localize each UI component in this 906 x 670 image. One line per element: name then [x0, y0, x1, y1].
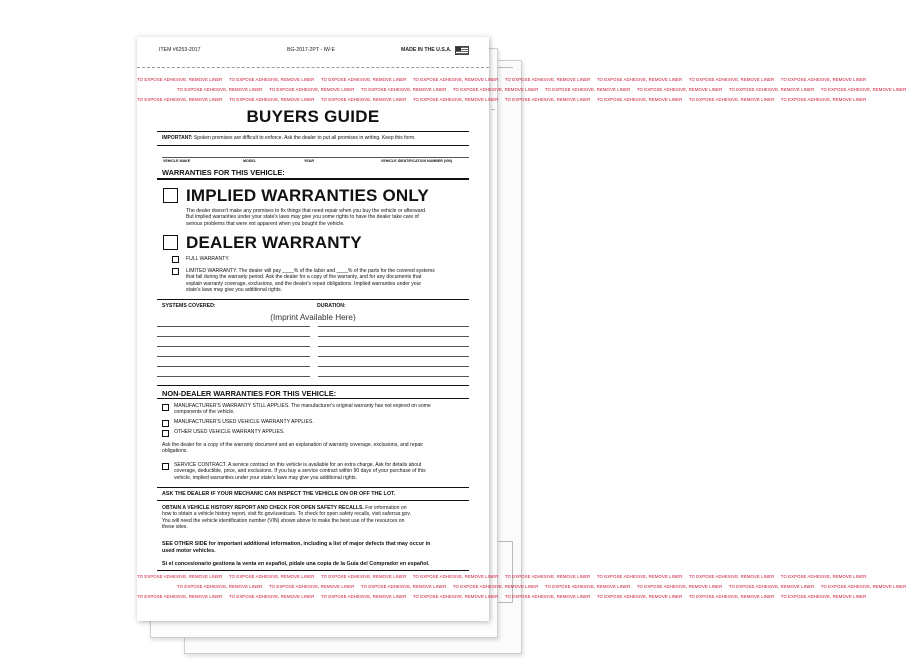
- divider: [157, 131, 469, 132]
- important-label: IMPORTANT:: [162, 135, 193, 141]
- full-warranty-label: FULL WARRANTY.: [186, 256, 230, 262]
- divider: [157, 500, 469, 501]
- mechanic-notice: ASK THE DEALER IF YOUR MECHANIC CAN INSPECT THE VEHICLE ON OR OFF THE LOT.: [162, 491, 396, 497]
- see-other-side: [162, 541, 472, 554]
- divider: [157, 385, 469, 386]
- vehicle-fields-line: [162, 157, 469, 158]
- page-title: BUYERS GUIDE: [246, 107, 380, 126]
- implied-warranty-title: IMPLIED WARRANTIES ONLY: [186, 186, 429, 205]
- other-side-line: SEE OTHER SIDE for important additional information, including a list of major defects that may occur in: [162, 541, 431, 547]
- liner-strip-4: TO EXPOSE ADHESIVE, REMOVE LINER TO EXPOSE ADHESIVE, REMOVE LINER TO EXPOSE ADHESIVE, REMOVE LINER TO EXPOSE ADHESIVE, REMOVE LINER TO EXPOSE ADHESIVE, REMOVE LINER TO EXPOSE ADHESIVE, REMOVE LINER TO EXPOSE ADHESIVE, REMOVE LINER TO EXPOSE ADHESIVE, REMOVE LINER: [137, 574, 867, 579]
- important-text: Spoken promises are difficult to enforce. Ask the dealer to put all promises in writing. Keep this form.: [193, 135, 416, 141]
- liner-strip-5: TO EXPOSE ADHESIVE, REMOVE LINER TO EXPOSE ADHESIVE, REMOVE LINER TO EXPOSE ADHESIVE, REMOVE LINER TO EXPOSE ADHESIVE, REMOVE LINER TO EXPOSE ADHESIVE, REMOVE LINER TO EXPOSE ADHESIVE, REMOVE LINER TO EXPOSE ADHESIVE, REMOVE LINER TO EXPOSE ADHESIVE, REMOVE LINER: [177, 584, 906, 589]
- other-used-checkbox[interactable]: [162, 430, 169, 437]
- systems-line[interactable]: [157, 366, 310, 367]
- divider: [157, 145, 469, 146]
- liner-strip-2: TO EXPOSE ADHESIVE, REMOVE LINER TO EXPOSE ADHESIVE, REMOVE LINER TO EXPOSE ADHESIVE, REMOVE LINER TO EXPOSE ADHESIVE, REMOVE LINER TO EXPOSE ADHESIVE, REMOVE LINER TO EXPOSE ADHESIVE, REMOVE LINER TO EXPOSE ADHESIVE, REMOVE LINER TO EXPOSE ADHESIVE, REMOVE LINER: [177, 87, 906, 92]
- model-label: MODEL: [243, 159, 256, 163]
- implied-line: The dealer doesn't make any promises to fix things that need repair when you buy the vehicle or afterward.: [186, 208, 427, 214]
- year-label: YEAR: [304, 159, 314, 163]
- non-dealer-line: components of the vehicle.: [174, 409, 235, 416]
- warranties-heading: WARRANTIES FOR THIS VEHICLE:: [162, 168, 285, 177]
- other-used-label: OTHER USED VEHICLE WARRANTY APPLIES.: [174, 429, 285, 435]
- ask-line: Ask the dealer for a copy of the warranty document and an explanation of warranty coverage, exclusions, and repair: [162, 442, 424, 448]
- perforation-line: [137, 67, 489, 68]
- liner-strip-1: TO EXPOSE ADHESIVE, REMOVE LINER TO EXPOSE ADHESIVE, REMOVE LINER TO EXPOSE ADHESIVE, REMOVE LINER TO EXPOSE ADHESIVE, REMOVE LINER TO EXPOSE ADHESIVE, REMOVE LINER TO EXPOSE ADHESIVE, REMOVE LINER TO EXPOSE ADHESIVE, REMOVE LINER TO EXPOSE ADHESIVE, REMOVE LINER: [137, 77, 867, 82]
- divider: [157, 178, 469, 180]
- divider: [157, 487, 469, 488]
- item-number: ITEM #6253-2017: [159, 47, 201, 53]
- spanish-notice: Si el concesionario gestiona la venta en español, pídale una copia de la Guía del Comprador en español.: [162, 561, 430, 567]
- systems-line[interactable]: [157, 346, 310, 347]
- manufacturer-used-checkbox[interactable]: [162, 420, 169, 427]
- duration-line[interactable]: [318, 376, 469, 377]
- form-code: BG-2017-2PT - IW-E: [287, 47, 335, 53]
- service-contract-text: [174, 462, 474, 481]
- systems-line[interactable]: [157, 356, 310, 357]
- imprint-placeholder: (Imprint Available Here): [270, 313, 356, 322]
- service-line: coverage, deductible, price, and exclusions. If you buy a service contract within 90 days of your purchase of this: [174, 468, 426, 475]
- history-line: these sites.: [162, 523, 188, 530]
- duration-line[interactable]: [318, 366, 469, 367]
- divider: [157, 570, 469, 571]
- divider: [157, 398, 469, 399]
- duration-label: DURATION:: [317, 303, 346, 309]
- manufacturer-used-label: MANUFACTURER'S USED VEHICLE WARRANTY APPLIES.: [174, 419, 314, 425]
- buyers-guide-form: [137, 37, 906, 621]
- made-in-usa: MADE IN THE U.S.A.: [401, 47, 452, 53]
- duration-line[interactable]: [318, 326, 469, 327]
- limited-line: LIMITED WARRANTY. The dealer will pay ____% of the labor and ____% of the parts for the covered systems: [186, 268, 435, 274]
- non-dealer-heading: NON-DEALER WARRANTIES FOR THIS VEHICLE:: [162, 389, 337, 398]
- important-notice: [162, 135, 472, 141]
- history-rest: For information on: [365, 505, 407, 511]
- non-dealer-line: MANUFACTURER'S WARRANTY STILL APPLIES. The manufacturer's original warranty has not expired on some: [174, 403, 431, 409]
- liner-strip-3: TO EXPOSE ADHESIVE, REMOVE LINER TO EXPOSE ADHESIVE, REMOVE LINER TO EXPOSE ADHESIVE, REMOVE LINER TO EXPOSE ADHESIVE, REMOVE LINER TO EXPOSE ADHESIVE, REMOVE LINER TO EXPOSE ADHESIVE, REMOVE LINER TO EXPOSE ADHESIVE, REMOVE LINER TO EXPOSE ADHESIVE, REMOVE LINER: [137, 97, 867, 102]
- systems-line[interactable]: [157, 326, 310, 327]
- manufacturer-warranty-checkbox[interactable]: [162, 404, 169, 411]
- limited-line: explain warranty coverage, exclusions, and the dealer's repair obligations. Implied warranties under your: [186, 280, 422, 287]
- limited-warranty-checkbox[interactable]: [172, 268, 179, 275]
- middle-sheet-line: [491, 109, 495, 110]
- implied-line: But implied warranties under your state's laws may give you some rights to have the dealer take care of: [186, 214, 419, 221]
- dealer-warranty-title: DEALER WARRANTY: [186, 233, 362, 252]
- history-report-text: [162, 505, 472, 530]
- ask-dealer-copy-text: [162, 442, 472, 455]
- limited-line: state's laws may give you additional rights.: [186, 286, 283, 293]
- history-line: how to obtain a vehicle history report, visit ftc.gov/usedcars. To check for open safety recalls, visit safercar.gov.: [162, 511, 411, 518]
- limited-warranty-text: [186, 268, 476, 293]
- history-bold: OBTAIN A VEHICLE HISTORY REPORT AND CHECK FOR OPEN SAFETY RECALLS.: [162, 505, 364, 511]
- dealer-warranty-checkbox[interactable]: [163, 235, 178, 250]
- full-warranty-checkbox[interactable]: [172, 256, 179, 263]
- service-contract-checkbox[interactable]: [162, 463, 169, 470]
- implied-line: serious problems that were not apparent when you bought the vehicle.: [186, 220, 345, 227]
- systems-covered-label: SYSTEMS COVERED:: [162, 303, 216, 309]
- implied-warranty-text: [186, 208, 476, 227]
- service-line: vehicle, implied warranties under your state's laws may give you additional rights.: [174, 474, 358, 481]
- systems-line[interactable]: [157, 336, 310, 337]
- limited-line: that fail during the warranty period. Ask the dealer for a copy of the warranty, and for any documents that: [186, 274, 422, 281]
- ask-line: obligations.: [162, 448, 188, 455]
- manufacturer-warranty-text: [174, 403, 474, 416]
- duration-line[interactable]: [318, 356, 469, 357]
- service-line: SERVICE CONTRACT. A service contract on this vehicle is available for an extra charge. Ask for details about: [174, 462, 422, 468]
- duration-line[interactable]: [318, 336, 469, 337]
- liner-strip-6: TO EXPOSE ADHESIVE, REMOVE LINER TO EXPOSE ADHESIVE, REMOVE LINER TO EXPOSE ADHESIVE, REMOVE LINER TO EXPOSE ADHESIVE, REMOVE LINER TO EXPOSE ADHESIVE, REMOVE LINER TO EXPOSE ADHESIVE, REMOVE LINER TO EXPOSE ADHESIVE, REMOVE LINER TO EXPOSE ADHESIVE, REMOVE LINER: [137, 594, 867, 599]
- us-flag-icon: [455, 46, 469, 55]
- other-side-line: used motor vehicles.: [162, 547, 216, 554]
- divider: [157, 299, 469, 300]
- implied-warranty-checkbox[interactable]: [163, 188, 178, 203]
- vin-label: VEHICLE IDENTIFICATION NUMBER (VIN): [381, 159, 453, 163]
- history-line: You will need the vehicle identification number (VIN) shown above to make the best use of the resources on: [162, 517, 405, 524]
- duration-line[interactable]: [318, 346, 469, 347]
- systems-line[interactable]: [157, 376, 310, 377]
- vehicle-make-label: VEHICLE MAKE: [163, 159, 191, 163]
